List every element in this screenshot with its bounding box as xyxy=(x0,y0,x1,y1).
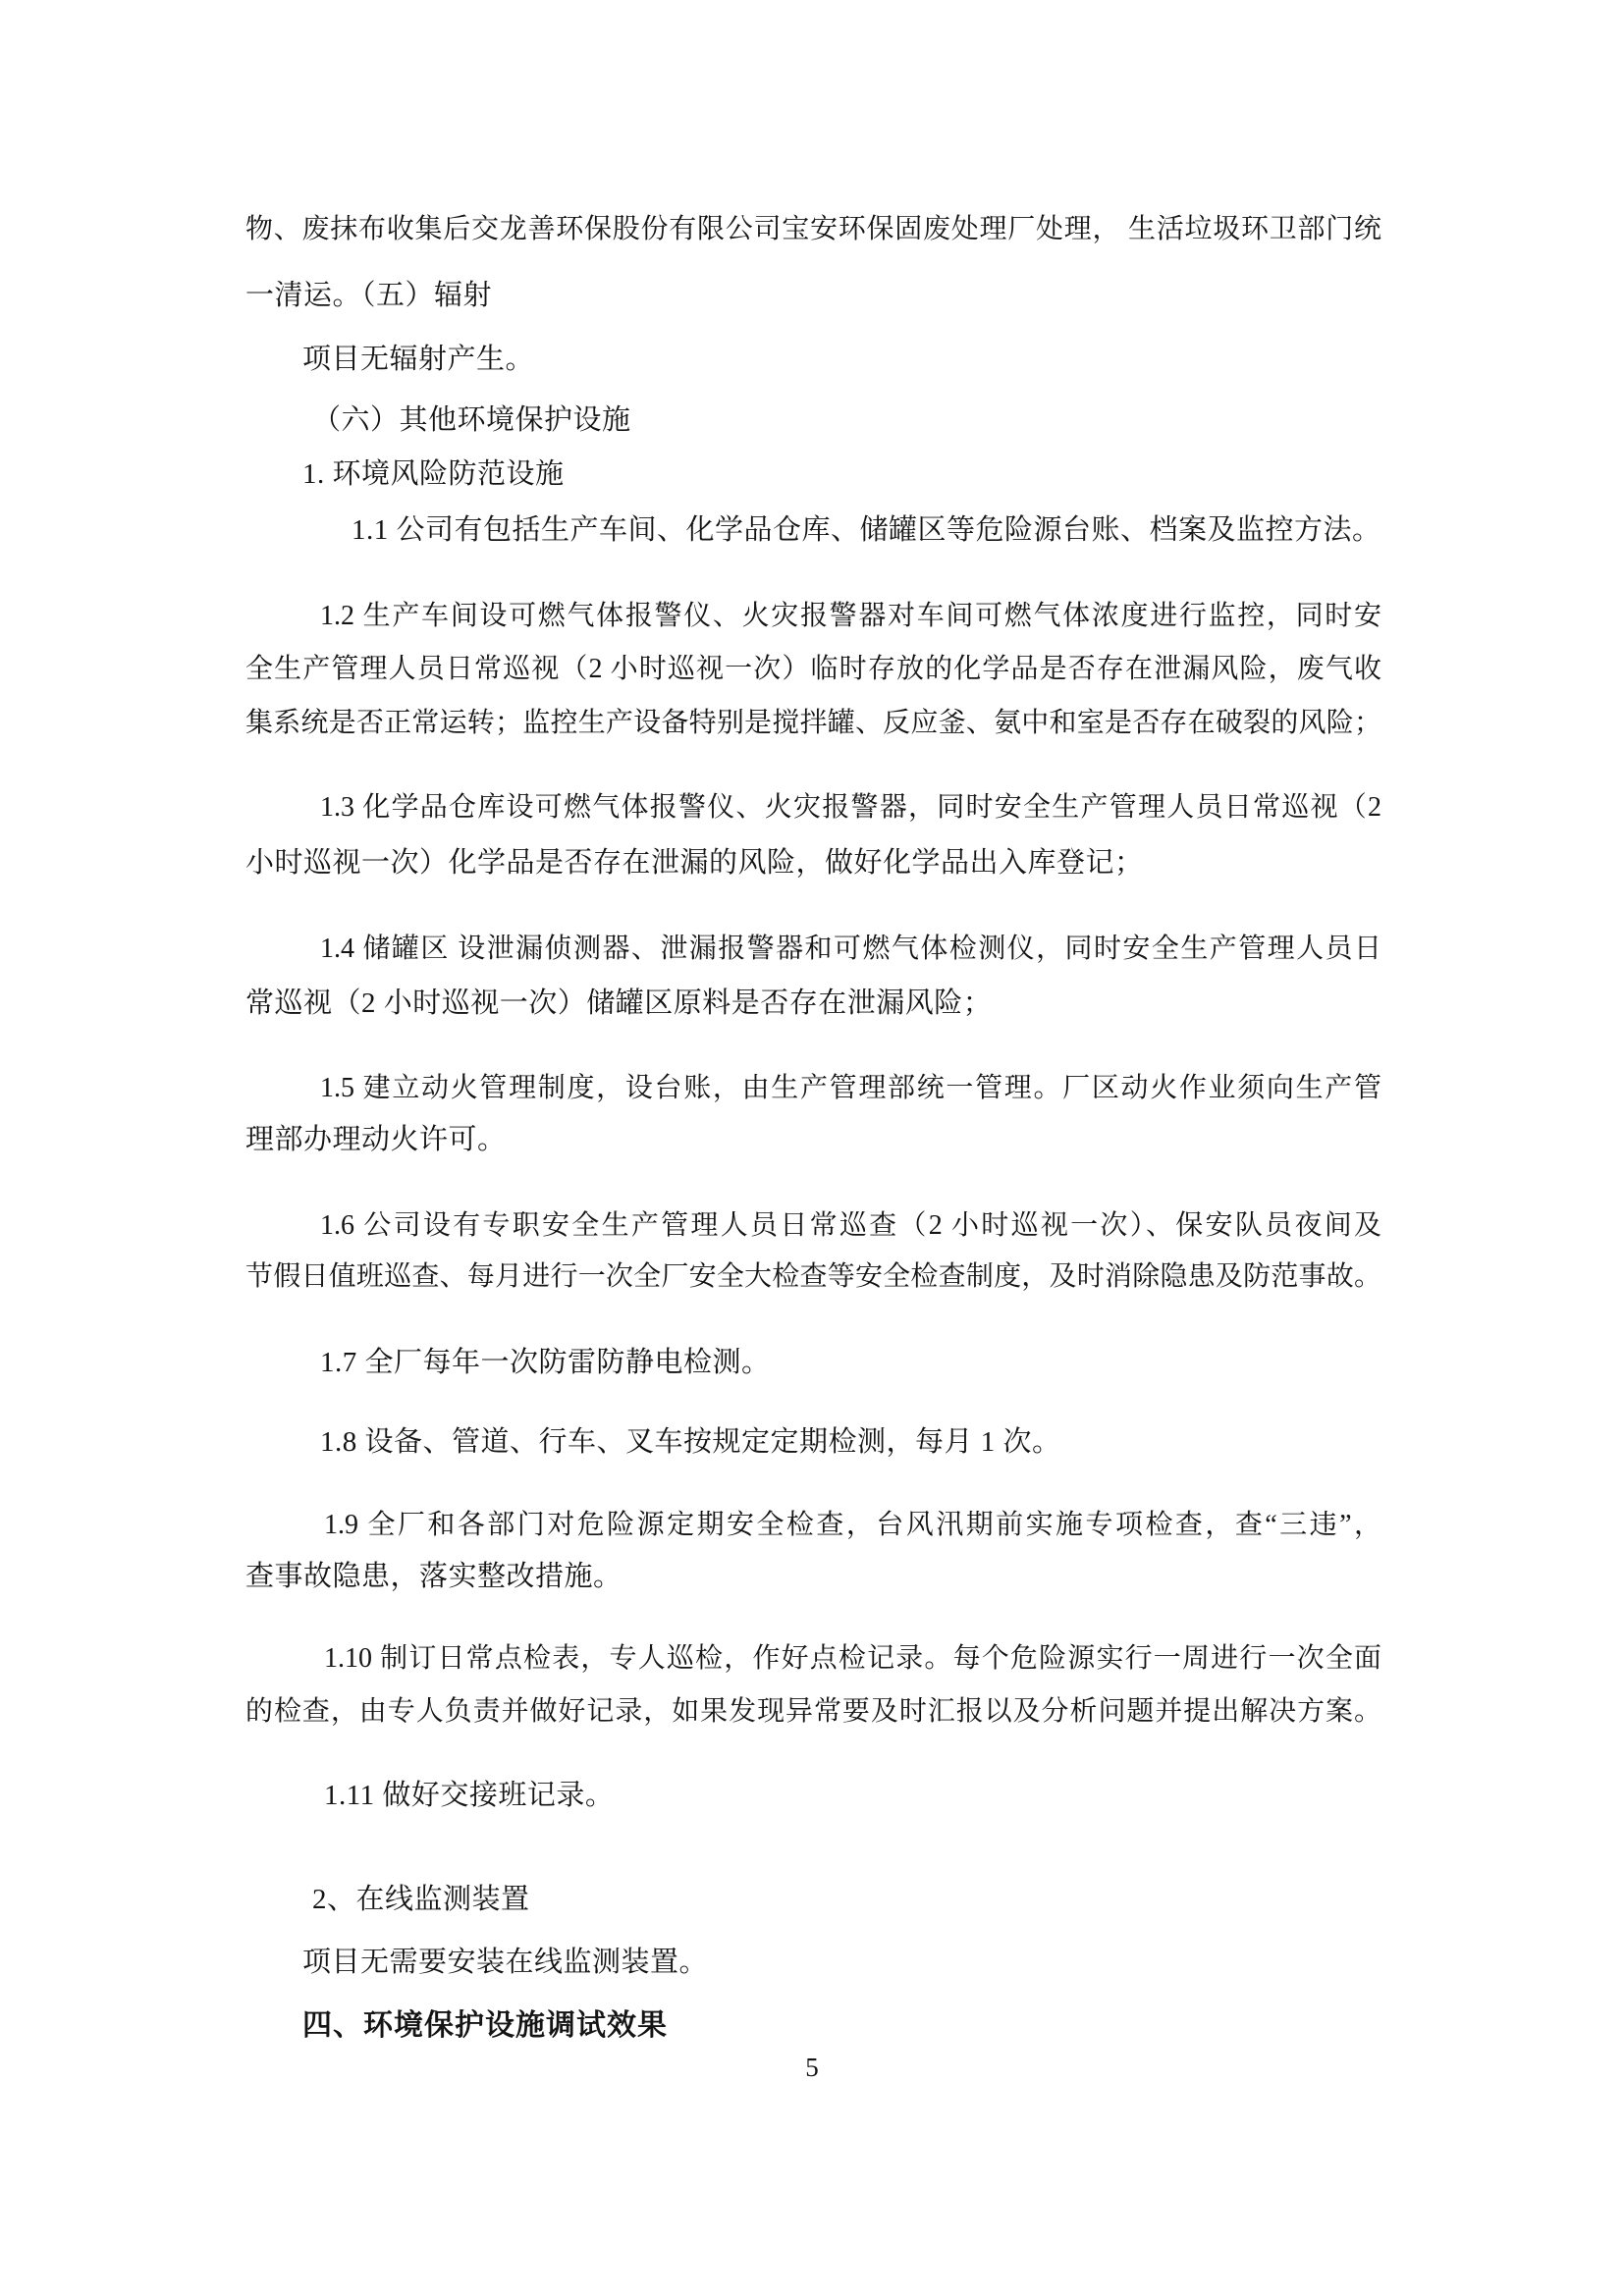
doc-line-20: 1.9 全厂和各部门对危险源定期安全检查，台风汛期前实施专项检查，查“三违”， xyxy=(324,1510,1381,1540)
doc-line-24: 1.11 做好交接班记录。 xyxy=(324,1780,615,1811)
doc-line-04: （六）其他环境保护设施 xyxy=(312,404,631,436)
doc-line-03: 项目无辐射产生。 xyxy=(302,344,535,375)
doc-line-01: 物、废抹布收集后交龙善环保股份有限公司宝安环保固废处理厂处理， 生活垃圾环卫部门统 xyxy=(245,214,1381,244)
doc-line-16: 1.6 公司设有专职安全生产管理人员日常巡查（2 小时巡视一次）、保安队员夜间及 xyxy=(320,1210,1381,1241)
doc-line-09: 集系统是否正常运转；监控生产设备特别是搅拌罐、反应釜、氨中和室是否存在破裂的风险； xyxy=(245,708,1381,738)
doc-line-07: 1.2 生产车间设可燃气体报警仪、火灾报警器对车间可燃气体浓度进行监控，同时安 xyxy=(320,601,1381,631)
doc-line-15: 理部办理动火许可。 xyxy=(245,1124,507,1155)
doc-line-26: 项目无需要安装在线监测装置。 xyxy=(302,1947,709,1978)
doc-line-21: 查事故隐患，落实整改措施。 xyxy=(245,1561,623,1592)
doc-line-18: 1.7 全厂每年一次防雷防静电检测。 xyxy=(320,1347,771,1378)
doc-line-08: 全生产管理人员日常巡视（2 小时巡视一次）临时存放的化学品是否存在泄漏风险，废气收 xyxy=(245,654,1381,684)
doc-line-02: 一清运。（五）辐射 xyxy=(245,280,493,311)
doc-line-13: 常巡视（2 小时巡视一次）储罐区原料是否存在泄漏风险； xyxy=(245,988,993,1019)
doc-line-12: 1.4 储罐区 设泄漏侦测器、泄漏报警器和可燃气体检测仪，同时安全生产管理人员日 xyxy=(320,934,1381,964)
doc-line-23: 的检查，由专人负责并做好记录，如果发现异常要及时汇报以及分析问题并提出解决方案。 xyxy=(245,1696,1381,1727)
doc-line-10: 1.3 化学品仓库设可燃气体报警仪、火灾报警器，同时安全生产管理人员日常巡视（2 xyxy=(320,792,1381,823)
doc-line-22: 1.10 制订日常点检表，专人巡检，作好点检记录。每个危险源实行一周进行一次全面 xyxy=(324,1643,1381,1674)
doc-line-06: 1.1 公司有包括生产车间、化学品仓库、储罐区等危险源台账、档案及监控方法。 xyxy=(352,514,1381,546)
doc-line-17: 节假日值班巡查、每月进行一次全厂安全大检查等安全检查制度，及时消除隐患及防范事故。 xyxy=(245,1261,1381,1292)
doc-line-25: 2、在线监测装置 xyxy=(312,1884,530,1915)
section-heading: 四、环境保护设施调试效果 xyxy=(302,2009,668,2042)
doc-line-14: 1.5 建立动火管理制度，设台账，由生产管理部统一管理。厂区动火作业须向生产管 xyxy=(320,1073,1381,1103)
doc-line-11: 小时巡视一次）化学品是否存在泄漏的风险，做好化学品出入库登记； xyxy=(245,847,1144,879)
page-number: 5 xyxy=(805,2053,819,2082)
doc-line-19: 1.8 设备、管道、行车、叉车按规定定期检测，每月 1 次。 xyxy=(320,1426,1061,1458)
doc-line-05: 1. 环境风险防范设施 xyxy=(302,458,565,490)
